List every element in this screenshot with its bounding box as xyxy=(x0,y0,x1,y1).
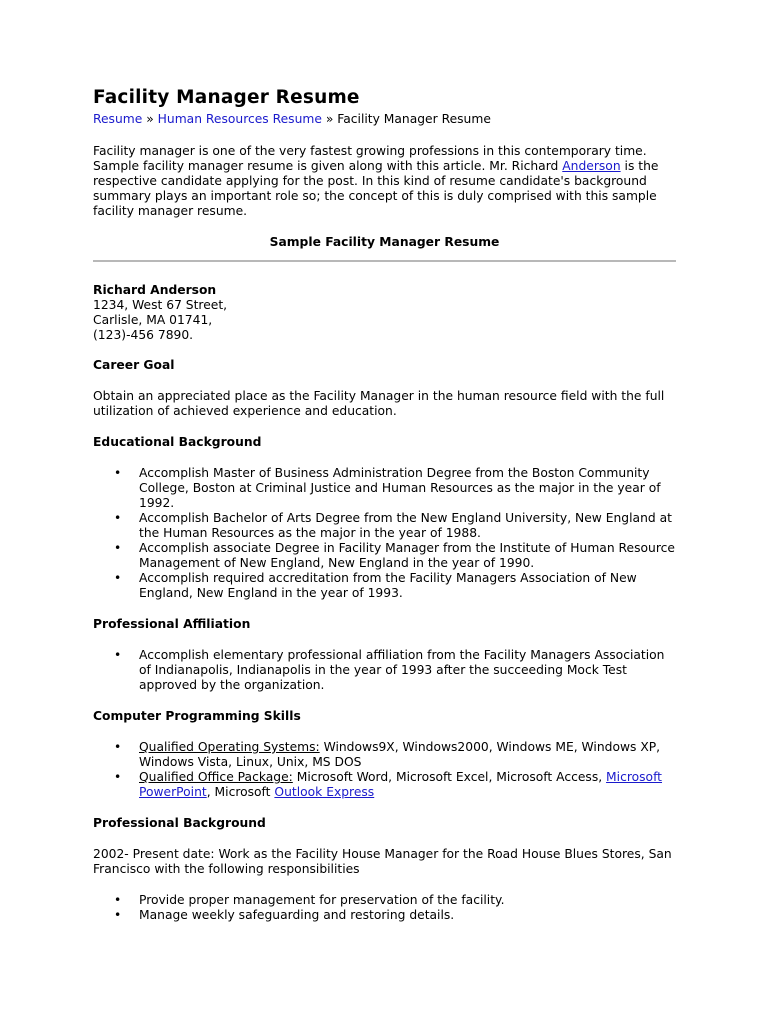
responsibilities-list xyxy=(93,893,676,923)
list-item-text: Accomplish elementary professional affiliation from the Facility Managers Association of Indianapolis, Indianapolis in the year of 1993 after the succeeding Mock Test approved by the organization. xyxy=(139,648,665,692)
education-list xyxy=(93,466,676,601)
list-item-text: Accomplish required accreditation from the Facility Managers Association of New England, New England in the year of 1993. xyxy=(139,571,637,600)
computer-skills-list xyxy=(93,740,676,800)
bullet-icon: • xyxy=(114,908,122,922)
breadcrumb-link-resume[interactable]: Resume xyxy=(93,112,143,126)
computer-skills-heading: Computer Programming Skills xyxy=(93,709,301,723)
bullet-icon: • xyxy=(114,893,122,907)
breadcrumb-separator: » xyxy=(142,112,158,126)
list-item-text: Accomplish Bachelor of Arts Degree from the New England University, New England at the Human Resources as the major in the year of 1988. xyxy=(139,511,672,540)
professional-background-heading: Professional Background xyxy=(93,816,266,830)
list-item xyxy=(114,740,676,770)
bullet-icon: • xyxy=(114,466,122,480)
professional-background-text: 2002- Present date: Work as the Facility House Manager for the Road House Blues Stores, San Francisco with the following responsibilities xyxy=(93,847,672,876)
list-item xyxy=(114,466,676,511)
list-item-text: Accomplish associate Degree in Facility Manager from the Institute of Human Resource Management of New England, New England in the year of 1990. xyxy=(139,541,675,570)
bullet-icon: • xyxy=(114,648,122,662)
candidate-address-line: Carlisle, MA 01741, xyxy=(93,313,213,327)
candidate-name: Richard Anderson xyxy=(93,283,217,297)
powerpoint-link[interactable]: Microsoft PowerPoint xyxy=(139,770,663,799)
list-item xyxy=(114,770,676,800)
sample-heading: Sample Facility Manager Resume xyxy=(269,235,500,249)
list-item-text: Accomplish Master of Business Administration Degree from the Boston Community College, Boston at Criminal Justice and Human Resources as the major in the year of 1992. xyxy=(139,466,661,510)
office-text: Microsoft Word, Microsoft Excel, Microsoft Access, xyxy=(292,770,607,784)
bullet-icon: • xyxy=(114,740,122,754)
list-item xyxy=(114,893,676,908)
affiliation-heading: Professional Affiliation xyxy=(93,617,251,631)
list-item xyxy=(114,908,676,923)
career-goal-heading: Career Goal xyxy=(93,358,175,372)
list-item xyxy=(114,571,676,601)
bullet-icon: • xyxy=(114,511,122,525)
candidate-phone: (123)-456 7890. xyxy=(93,328,194,342)
list-item xyxy=(114,648,676,693)
intro-link-anderson[interactable]: Anderson xyxy=(562,159,621,173)
page-title: Facility Manager Resume xyxy=(93,87,360,108)
bullet-icon: • xyxy=(114,541,122,555)
education-heading: Educational Background xyxy=(93,435,262,449)
os-text: Windows9X, Windows2000, Windows ME, Windows XP, Windows Vista, Linux, Unix, MS DOS xyxy=(139,740,661,769)
breadcrumb xyxy=(93,112,676,127)
affiliation-list xyxy=(93,648,676,693)
breadcrumb-separator: » xyxy=(321,112,338,126)
list-item-text: Provide proper management for preservation of the facility. xyxy=(139,893,505,907)
candidate-address-line: 1234, West 67 Street, xyxy=(93,298,228,312)
career-goal-text: Obtain an appreciated place as the Facility Manager in the human resource field with the full utilization of achieved experience and education. xyxy=(93,389,665,418)
bullet-icon: • xyxy=(114,770,122,784)
intro-paragraph xyxy=(93,144,676,219)
candidate-contact xyxy=(93,283,676,343)
breadcrumb-link-hr-resume[interactable]: Human Resources Resume xyxy=(157,112,322,126)
bullet-icon: • xyxy=(114,571,122,585)
divider xyxy=(93,260,676,262)
intro-text: is the respective candidate applying for the post. In this kind of resume candidate's background summary plays an important role so; the concept of this is duly comprised with this sample facility manager resume. xyxy=(93,159,659,218)
os-label: Qualified Operating Systems: xyxy=(139,740,320,754)
breadcrumb-current: Facility Manager Resume xyxy=(337,112,491,126)
outlook-express-link[interactable]: Outlook Express xyxy=(274,785,375,799)
office-label: Qualified Office Package: xyxy=(139,770,293,784)
intro-text: Facility manager is one of the very fastest growing professions in this contemporary time. Sample facility manager resume is given along with this article. Mr. Richard xyxy=(93,144,647,173)
office-text: , Microsoft xyxy=(206,785,275,799)
list-item xyxy=(114,511,676,541)
list-item-text: Manage weekly safeguarding and restoring details. xyxy=(139,908,455,922)
list-item xyxy=(114,541,676,571)
